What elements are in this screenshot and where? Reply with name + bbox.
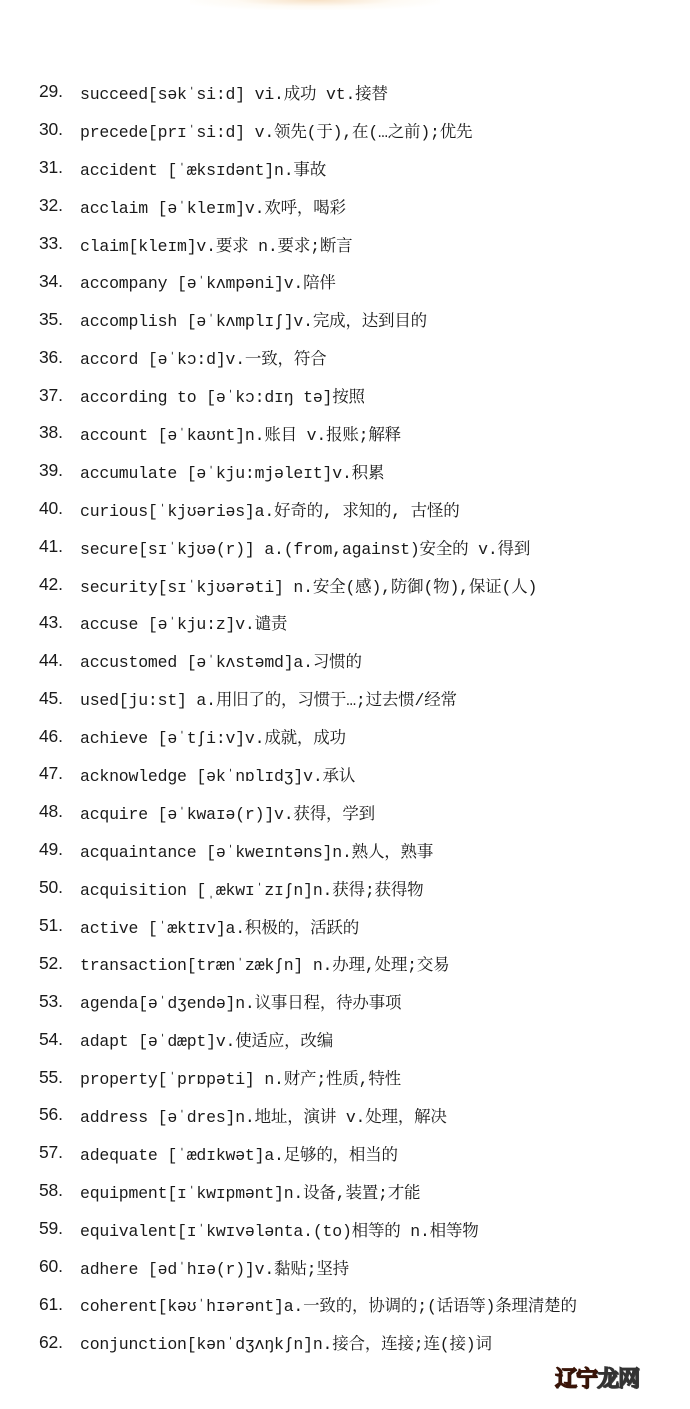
entry-number: 43. (39, 611, 63, 632)
entry-text: equivalent[ɪˈkwɪvələnta.(to)相等的 n.相等物 (80, 1221, 479, 1241)
entry-text: agenda[əˈdʒendə]n.议事日程，待办事项 (80, 994, 402, 1014)
entry-text: adapt [əˈdæpt]v.使适应，改编 (80, 1032, 334, 1052)
entry-text: accomplish [əˈkʌmplɪʃ]v.完成，达到目的 (80, 312, 427, 332)
vocab-entry (0, 755, 690, 793)
vocab-entry (0, 490, 690, 528)
entry-number: 48. (39, 801, 63, 822)
vocab-entry (0, 1172, 690, 1210)
entry-text: acknowledge [əkˈnɒlɪdʒ]v.承认 (80, 766, 356, 786)
entry-text: accustomed [əˈkʌstəmd]a.习惯的 (80, 653, 362, 673)
vocabulary-list (0, 73, 690, 1361)
entry-text: adequate [ˈædɪkwət]a.足够的，相当的 (80, 1145, 398, 1165)
entry-text: property[ˈprɒpəti] n.财产;性质,特性 (80, 1070, 401, 1090)
entry-text: achieve [əˈtʃi:v]v.成就，成功 (80, 729, 346, 749)
entry-number: 52. (39, 952, 63, 973)
vocab-entry (0, 187, 690, 225)
entry-number: 33. (39, 233, 63, 253)
entry-text: account [əˈkaʊnt]n.账目 v.报账;解释 (80, 425, 401, 445)
entry-text: accuse [əˈkju:z]v.谴责 (80, 615, 288, 635)
vocab-entry (0, 1058, 690, 1096)
entry-number: 53. (39, 990, 63, 1011)
entry-text: active [ˈæktɪv]a.积极的，活跃的 (80, 918, 360, 938)
vocab-entry (0, 376, 690, 414)
vocab-entry (0, 149, 690, 187)
vocab-entry (0, 944, 690, 982)
entry-number: 56. (39, 1104, 63, 1125)
entry-number: 39. (39, 460, 63, 481)
entry-text: succeed[səkˈsi:d] vi.成功 vt.接替 (80, 84, 388, 104)
entry-text: precede[prɪˈsi:d] v.领先(于),在(…之前);优先 (80, 122, 473, 142)
entry-text: curious[ˈkjʊəriəs]a.好奇的, 求知的, 古怪的 (80, 501, 460, 521)
entry-number: 61. (39, 1293, 63, 1314)
watermark-part-white: 龙网 (597, 1367, 640, 1392)
top-decoration (190, 0, 440, 10)
entry-number: 41. (39, 536, 63, 557)
vocab-entry (0, 641, 690, 679)
entry-text: claim[kleɪm]v.要求 n.要求;断言 (80, 236, 353, 256)
watermark-part-red: 辽宁 (555, 1367, 598, 1392)
vocab-entry (0, 225, 690, 263)
vocab-entry (0, 262, 690, 300)
vocab-entry (0, 566, 690, 604)
entry-text: accompany [əˈkʌmpəni]v.陪伴 (80, 274, 336, 294)
entry-text: address [əˈdres]n.地址，演讲 v.处理，解决 (80, 1107, 447, 1127)
entry-number: 37. (39, 384, 63, 405)
entry-text: acquisition [ˌækwɪˈzɪʃn]n.获得;获得物 (80, 880, 424, 900)
entry-number: 34. (39, 270, 63, 291)
vocab-entry (0, 338, 690, 376)
entry-number: 35. (39, 308, 63, 329)
entry-number: 29. (39, 81, 63, 102)
vocab-entry (0, 1020, 690, 1058)
entry-number: 38. (39, 422, 63, 443)
entry-number: 31. (39, 157, 63, 178)
vocab-entry (0, 452, 690, 490)
entry-number: 50. (39, 877, 63, 898)
entry-number: 40. (39, 498, 63, 519)
entry-number: 44. (39, 649, 63, 670)
entry-text: transaction[trænˈzækʃn] n.办理,处理;交易 (80, 956, 450, 976)
vocab-entry (0, 982, 690, 1020)
vocab-entry (0, 679, 690, 717)
entry-number: 54. (39, 1028, 63, 1049)
entry-text: accord [əˈkɔ:d]v.一致，符合 (80, 350, 327, 370)
entry-number: 59. (39, 1218, 63, 1239)
vocab-entry (0, 414, 690, 452)
entry-number: 62. (39, 1331, 63, 1352)
vocab-entry (0, 300, 690, 338)
vocab-entry (0, 831, 690, 869)
entry-text: according to [əˈkɔ:dɪŋ tə]按照 (80, 388, 365, 408)
entry-text: conjunction[kənˈdʒʌŋkʃn]n.接合，连接;连(接)词 (80, 1335, 492, 1355)
entry-text: secure[sɪˈkjʊə(r)] a.(from,against)安全的 v.得到 (80, 539, 531, 559)
entry-number: 46. (39, 725, 63, 746)
vocab-entry (0, 528, 690, 566)
entry-text: used[ju:st] a.用旧了的，习惯于…;过去惯/经常 (80, 691, 457, 711)
vocab-entry (0, 717, 690, 755)
site-watermark-logo (555, 1362, 639, 1393)
entry-number: 36. (39, 346, 63, 367)
vocab-entry (0, 907, 690, 945)
entry-text: adhere [ədˈhɪə(r)]v.黏贴;坚持 (80, 1259, 349, 1279)
entry-number: 47. (39, 763, 63, 784)
entry-number: 49. (39, 839, 63, 860)
vocab-entry (0, 73, 690, 111)
vocab-entry (0, 111, 690, 149)
entry-text: security[sɪˈkjʊərəti] n.安全(感),防御(物),保证(人) (80, 577, 538, 597)
entry-number: 51. (39, 915, 63, 936)
entry-number: 45. (39, 687, 63, 708)
vocab-entry (0, 603, 690, 641)
entry-text: accumulate [əˈkju:mjəleɪt]v.积累 (80, 463, 385, 483)
entry-number: 58. (39, 1180, 63, 1201)
entry-number: 32. (39, 195, 63, 216)
vocab-entry (0, 1248, 690, 1286)
vocab-entry (0, 1286, 690, 1324)
entry-text: coherent[kəʊˈhɪərənt]a.一致的，协调的;(话语等)条理清楚的 (80, 1297, 577, 1317)
vocab-entry (0, 869, 690, 907)
entry-number: 30. (39, 119, 63, 140)
entry-text: accident [ˈæksɪdənt]n.事故 (80, 160, 327, 180)
entry-number: 57. (39, 1142, 63, 1163)
vocab-entry (0, 1096, 690, 1134)
vocab-entry (0, 793, 690, 831)
entry-text: acquaintance [əˈkweɪntəns]n.熟人，熟事 (80, 842, 434, 862)
vocab-entry (0, 1134, 690, 1172)
entry-number: 60. (39, 1256, 63, 1277)
entry-number: 42. (39, 574, 63, 595)
entry-text: acquire [əˈkwaɪə(r)]v.获得，学到 (80, 804, 375, 824)
vocab-entry (0, 1323, 690, 1361)
entry-text: acclaim [əˈkleɪm]v.欢呼，喝彩 (80, 198, 346, 218)
entry-text: equipment[ɪˈkwɪpmənt]n.设备,装置;才能 (80, 1183, 421, 1203)
entry-number: 55. (39, 1066, 63, 1087)
vocab-entry (0, 1210, 690, 1248)
